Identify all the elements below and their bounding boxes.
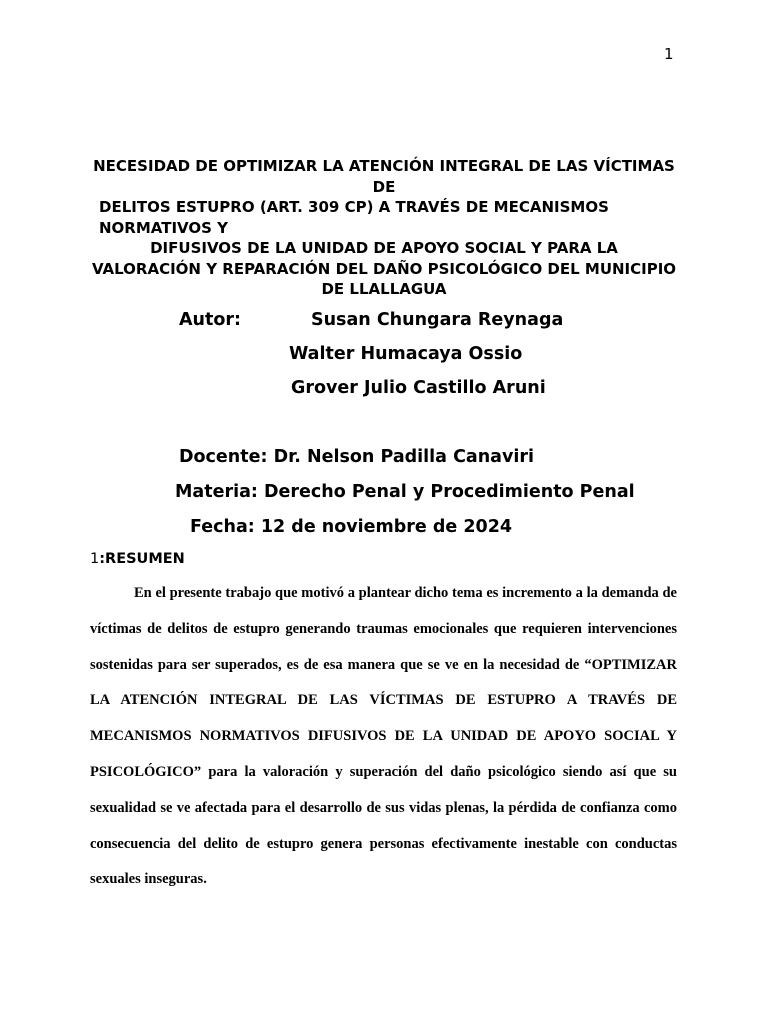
title-line: VALORACIÓN Y REPARACIÓN DEL DAÑO PSICOLÓGICO DEL MUNICIPIO — [91, 259, 677, 278]
title-line: NORMATIVOS Y — [99, 218, 229, 237]
author-name: Walter Humacaya Ossio — [289, 344, 523, 364]
author-name: Susan Chungara Reynaga — [311, 310, 564, 330]
title-line: DE — [372, 177, 396, 196]
author-label: Autor: — [179, 310, 242, 330]
title-line: DELITOS ESTUPRO (ART. 309 CP) A TRAVÉS DE MECANISMOS — [99, 198, 609, 216]
title-line: DE LLALLAGUA — [321, 280, 447, 298]
title-line: DIFUSIVOS DE LA UNIDAD DE APOYO SOCIAL Y PARA LA — [150, 239, 618, 257]
document-title — [84, 156, 684, 300]
subject-line: Materia: Derecho Penal y Procedimiento Penal — [175, 482, 635, 502]
section-number: 1 — [90, 551, 100, 567]
author-name: Grover Julio Castillo Aruni — [291, 378, 546, 398]
date-line: Fecha: 12 de noviembre de 2024 — [190, 517, 513, 537]
abstract-paragraph: En el presente trabajo que motivó a plantear dicho tema es incremento a la demanda de víctimas de delitos de estupro generando traumas emocionales que requieren intervenciones sostenidas para ser superados, es de esa manera que se ve en la necesidad de “OPTIMIZAR LA ATENCIÓN INTEGRAL DE LAS VÍCTIMAS DE ESTUPRO A TRAVÉS DE MECANISMOS NORMATIVOS DIFUSIVOS DE LA UNIDAD DE APOYO SOCIAL Y PSICOLÓGICO” para la valoración y superación del daño psicológico siendo así que su sexualidad se ve afectada para el desarrollo de sus vidas plenas, la pérdida de confianza como consecuencia del delito de estupro genera personas efectivamente inestable con conductas sexuales inseguras. — [90, 585, 677, 888]
page-number: 1 — [664, 45, 674, 63]
title-line: NECESIDAD DE OPTIMIZAR LA ATENCIÓN INTEGRAL DE LAS VÍCTIMAS — [93, 157, 675, 175]
section-title: :RESUMEN — [99, 551, 185, 567]
teacher-line: Docente: Dr. Nelson Padilla Canaviri — [179, 447, 535, 467]
section-heading — [90, 551, 185, 567]
